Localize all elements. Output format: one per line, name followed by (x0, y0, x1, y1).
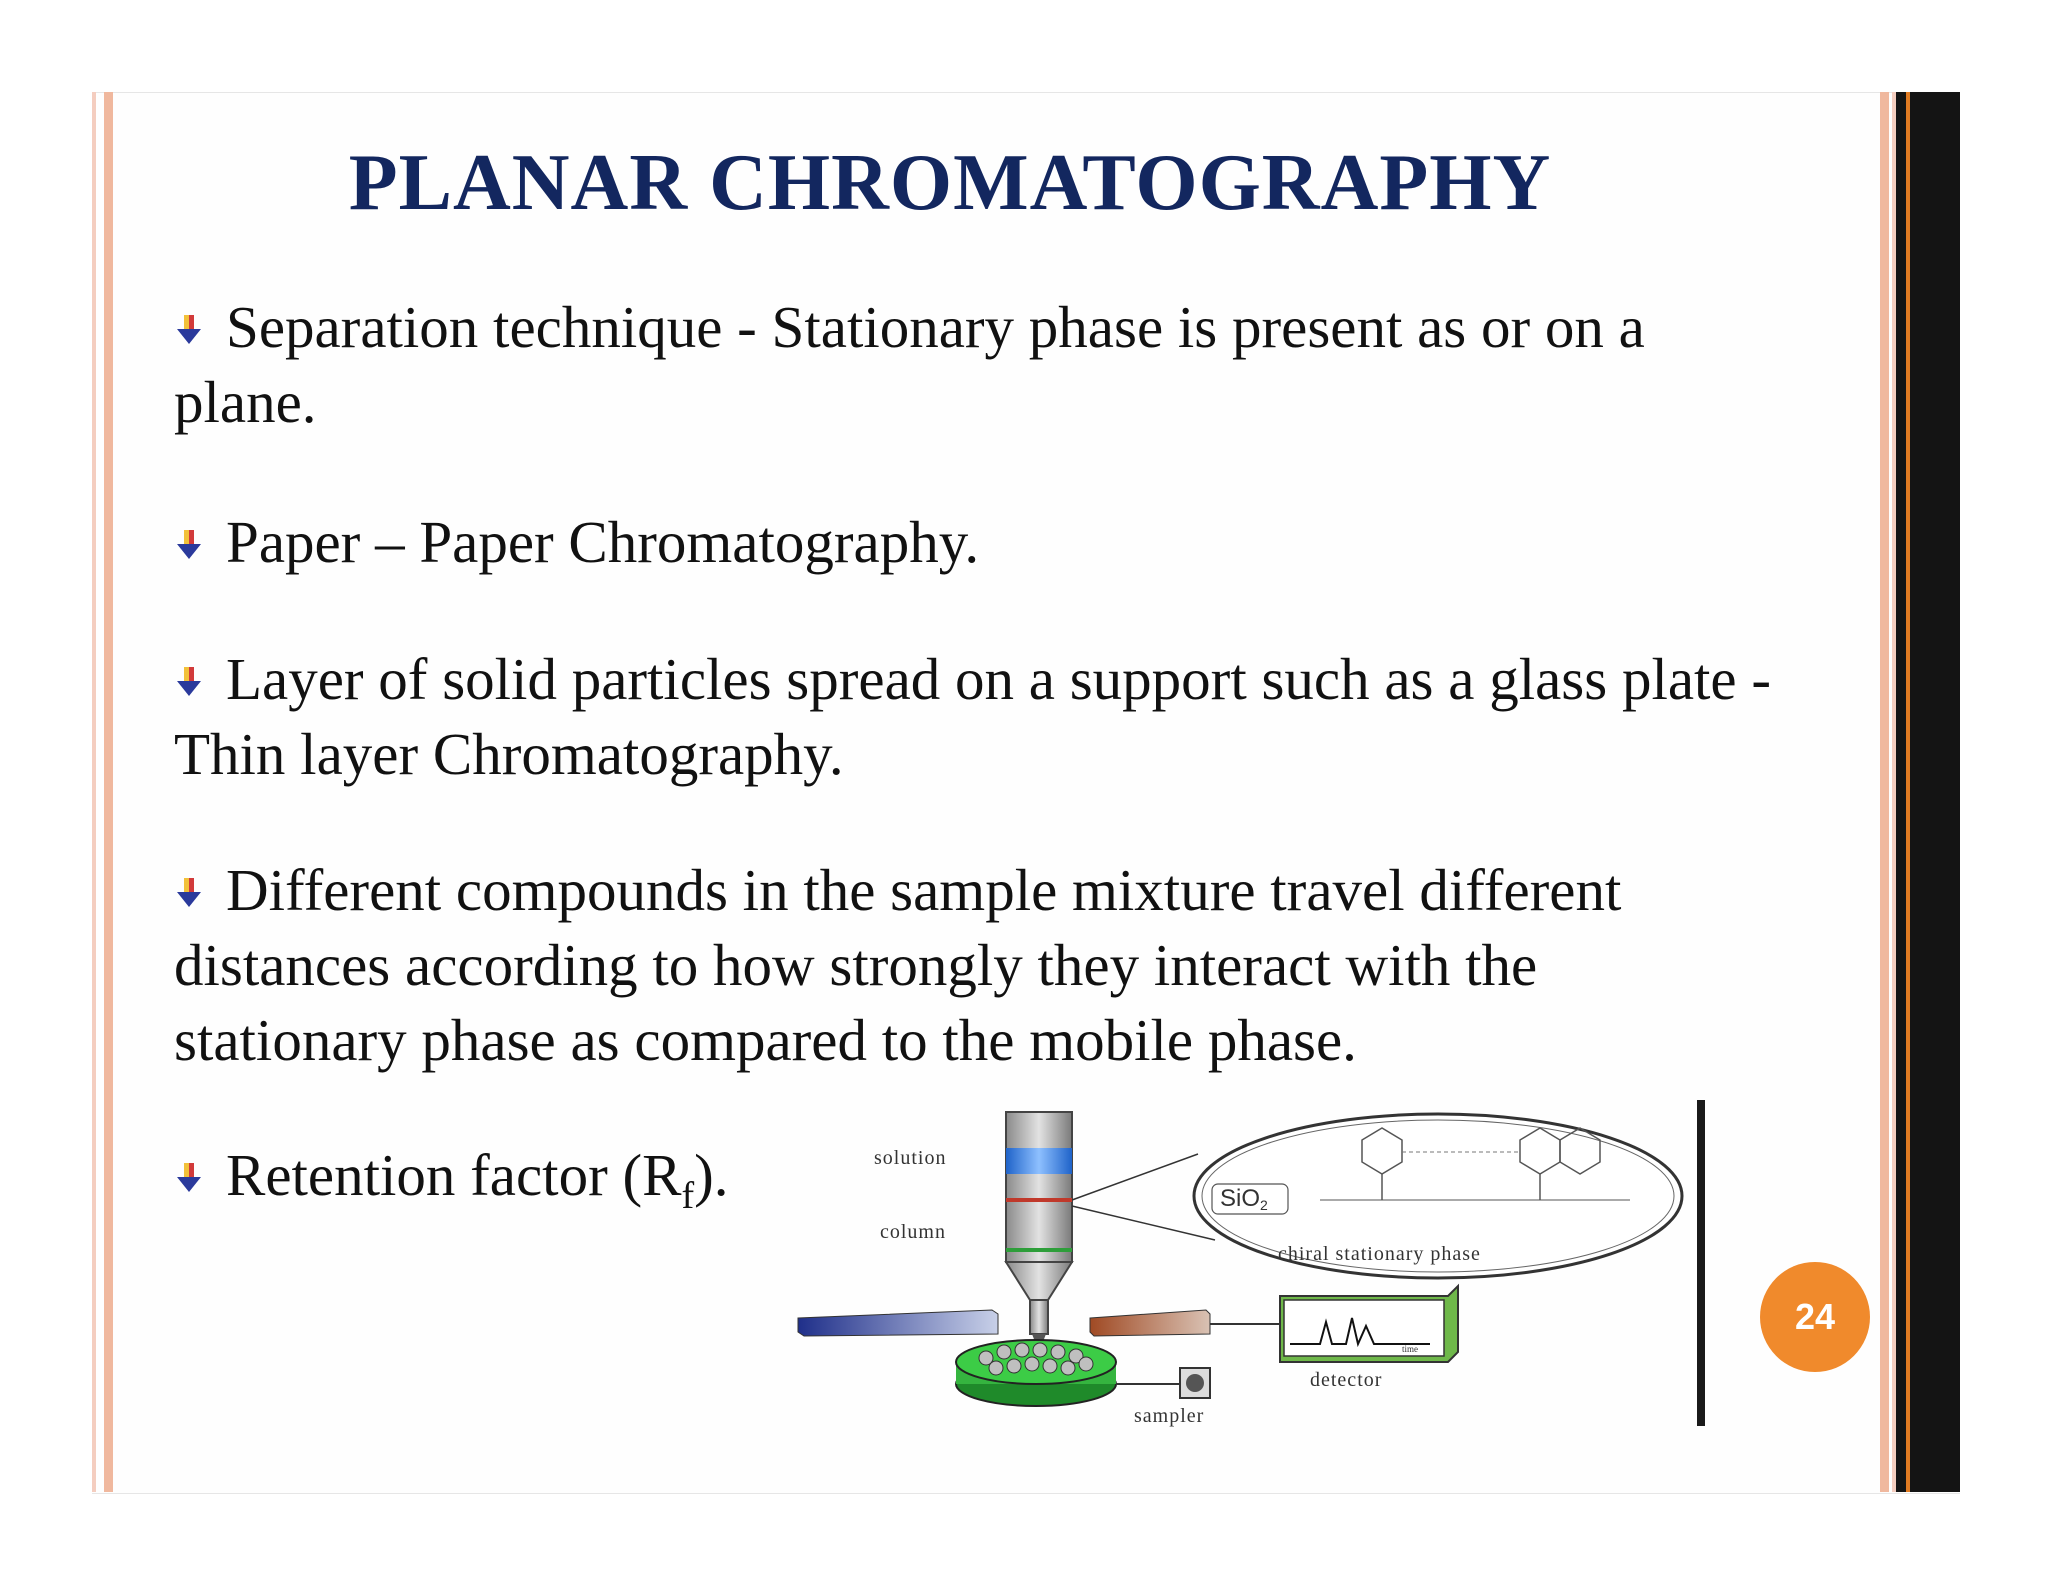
bullet-text-5: Retention factor (R (226, 1142, 682, 1208)
rf-subscript: f (681, 1174, 695, 1217)
sampler-label: sampler (1134, 1405, 1205, 1427)
slide-title: PLANAR CHROMATOGRAPHY (348, 139, 1552, 227)
arrow-down-bullet-icon (174, 532, 204, 562)
bullet-item-1 (174, 290, 1774, 440)
sensor-block (1090, 1310, 1210, 1336)
bullet-item-3 (174, 642, 1774, 792)
detector-box (1280, 1286, 1458, 1362)
bullet-text-3: Layer of solid particles spread on a support such as a glass plate - Thin layer Chromatography. (174, 646, 1772, 787)
left-border-stripe-thick (104, 92, 113, 1492)
bullet-text-5-end: ). (694, 1142, 729, 1208)
arrow-down-bullet-icon (174, 669, 204, 699)
bullet-item-4 (174, 853, 1774, 1078)
bullet-item-5 (174, 1138, 874, 1234)
column-label: column (880, 1221, 946, 1243)
bullet-text-4: Different compounds in the sample mixture travel different distances according to how strongly they interact with the stationary phase as compared to the mobile phase. (174, 857, 1622, 1073)
column-tube (1006, 1112, 1072, 1352)
svg-text:time: time (1402, 1344, 1418, 1354)
arrow-down-bullet-icon (174, 1165, 204, 1195)
light-source-block (798, 1310, 998, 1336)
sio2-label: SiO2 (1220, 1185, 1268, 1213)
page-number-badge: 24 (1760, 1262, 1870, 1372)
right-orange-line (1906, 92, 1910, 1492)
arrow-down-bullet-icon (174, 317, 204, 347)
sample-tray (956, 1340, 1210, 1406)
bullet-item-2 (174, 505, 1774, 580)
right-border-stripe-thick (1880, 92, 1889, 1492)
left-border-stripe (92, 92, 96, 1492)
arrow-down-bullet-icon (174, 880, 204, 910)
chromatography-diagram (790, 1100, 1710, 1440)
chiral-phase-label: chiral stationary phase (1278, 1243, 1481, 1265)
divider-bar (1697, 1100, 1705, 1426)
solution-label: solution (874, 1147, 947, 1169)
detector-label: detector (1310, 1369, 1383, 1391)
bullet-text-2: Paper – Paper Chromatography. (226, 509, 980, 575)
bullet-text-1: Separation technique - Stationary phase is present as or on a plane. (174, 294, 1645, 435)
